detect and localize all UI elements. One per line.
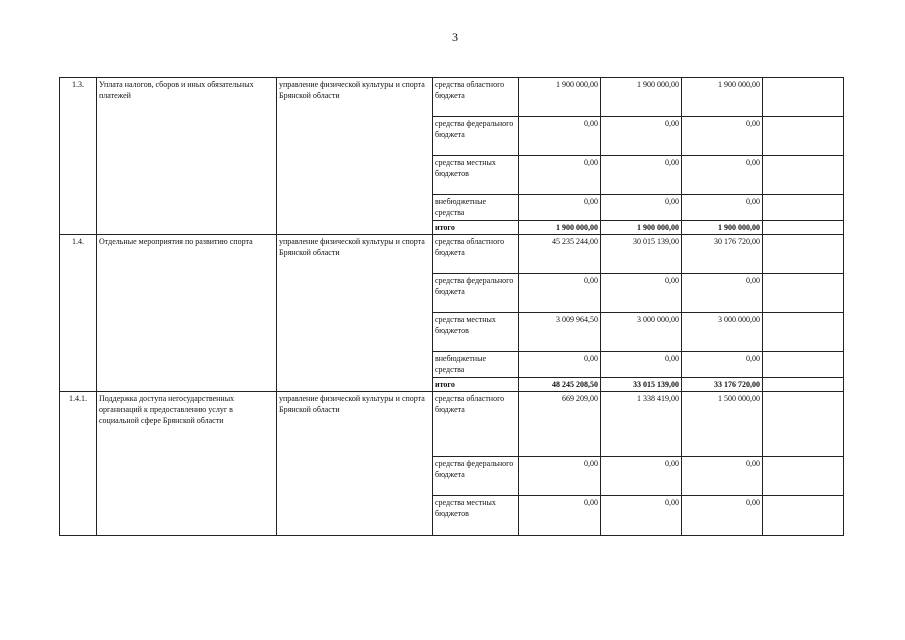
amount-cell: 669 209,00	[519, 392, 601, 457]
amount-cell: 0,00	[682, 274, 763, 313]
amount-cell: 0,00	[682, 195, 763, 221]
empty-cell	[763, 313, 844, 352]
empty-cell	[763, 117, 844, 156]
item-name: Уплата налогов, сборов и иных обязательных платежей	[97, 78, 277, 235]
table-row	[60, 78, 844, 117]
empty-cell	[763, 496, 844, 536]
amount-cell: 0,00	[601, 195, 682, 221]
amount-cell: 0,00	[519, 352, 601, 378]
funding-source: средства областного бюджета	[433, 78, 519, 117]
empty-cell	[763, 195, 844, 221]
empty-cell	[763, 457, 844, 496]
empty-cell	[763, 392, 844, 457]
empty-cell	[763, 274, 844, 313]
amount-cell: 3 000 000,00	[682, 313, 763, 352]
item-name: Поддержка доступа негосударственных организаций к предоставлению услуг в социальной сфере Брянской области	[97, 392, 277, 536]
item-name: Отдельные мероприятия по развитию спорта	[97, 235, 277, 392]
funding-source: средства местных бюджетов	[433, 313, 519, 352]
amount-cell: 30 176 720,00	[682, 235, 763, 274]
amount-cell: 0,00	[519, 496, 601, 536]
amount-cell: 1 900 000,00	[682, 78, 763, 117]
page-number: 3	[452, 30, 458, 44]
amount-cell: 0,00	[519, 156, 601, 195]
funding-source: средства местных бюджетов	[433, 496, 519, 536]
amount-cell: 30 015 139,00	[601, 235, 682, 274]
funding-source: внебюджетные средства	[433, 195, 519, 221]
amount-cell: 0,00	[519, 195, 601, 221]
funding-source: внебюджетные средства	[433, 352, 519, 378]
table-row	[60, 235, 844, 274]
item-number: 1.4.	[60, 235, 97, 392]
amount-cell: 0,00	[682, 117, 763, 156]
empty-cell	[763, 235, 844, 274]
amount-cell: 1 900 000,00	[601, 78, 682, 117]
amount-cell: 0,00	[682, 156, 763, 195]
funding-source: средства федерального бюджета	[433, 457, 519, 496]
total-amount: 48 245 208,50	[519, 378, 601, 392]
amount-cell: 0,00	[601, 274, 682, 313]
amount-cell: 0,00	[601, 496, 682, 536]
amount-cell: 0,00	[519, 117, 601, 156]
amount-cell: 0,00	[682, 496, 763, 536]
amount-cell: 0,00	[682, 352, 763, 378]
amount-cell: 3 000 000,00	[601, 313, 682, 352]
item-executor: управление физической культуры и спорта Брянской области	[277, 78, 433, 235]
table-row	[60, 392, 844, 457]
item-executor: управление физической культуры и спорта Брянской области	[277, 235, 433, 392]
total-label: итого	[433, 378, 519, 392]
funding-source: средства федерального бюджета	[433, 117, 519, 156]
amount-cell: 0,00	[519, 274, 601, 313]
total-amount: 1 900 000,00	[519, 221, 601, 235]
amount-cell: 45 235 244,00	[519, 235, 601, 274]
item-executor: управление физической культуры и спорта Брянской области	[277, 392, 433, 536]
empty-cell	[763, 378, 844, 392]
amount-cell: 0,00	[601, 156, 682, 195]
total-label: итого	[433, 221, 519, 235]
funding-source: средства местных бюджетов	[433, 156, 519, 195]
empty-cell	[763, 78, 844, 117]
total-amount: 1 900 000,00	[682, 221, 763, 235]
total-amount: 33 176 720,00	[682, 378, 763, 392]
amount-cell: 0,00	[682, 457, 763, 496]
amount-cell: 1 900 000,00	[519, 78, 601, 117]
amount-cell: 0,00	[601, 457, 682, 496]
amount-cell: 1 338 419,00	[601, 392, 682, 457]
funding-source: средства федерального бюджета	[433, 274, 519, 313]
amount-cell: 0,00	[601, 117, 682, 156]
empty-cell	[763, 156, 844, 195]
total-amount: 33 015 139,00	[601, 378, 682, 392]
empty-cell	[763, 221, 844, 235]
amount-cell: 0,00	[601, 352, 682, 378]
total-amount: 1 900 000,00	[601, 221, 682, 235]
funding-source: средства областного бюджета	[433, 235, 519, 274]
amount-cell: 1 500 000,00	[682, 392, 763, 457]
funding-source: средства областного бюджета	[433, 392, 519, 457]
item-number: 1.4.1.	[60, 392, 97, 536]
budget-table	[59, 77, 844, 536]
item-number: 1.3.	[60, 78, 97, 235]
amount-cell: 0,00	[519, 457, 601, 496]
empty-cell	[763, 352, 844, 378]
amount-cell: 3 009 964,50	[519, 313, 601, 352]
